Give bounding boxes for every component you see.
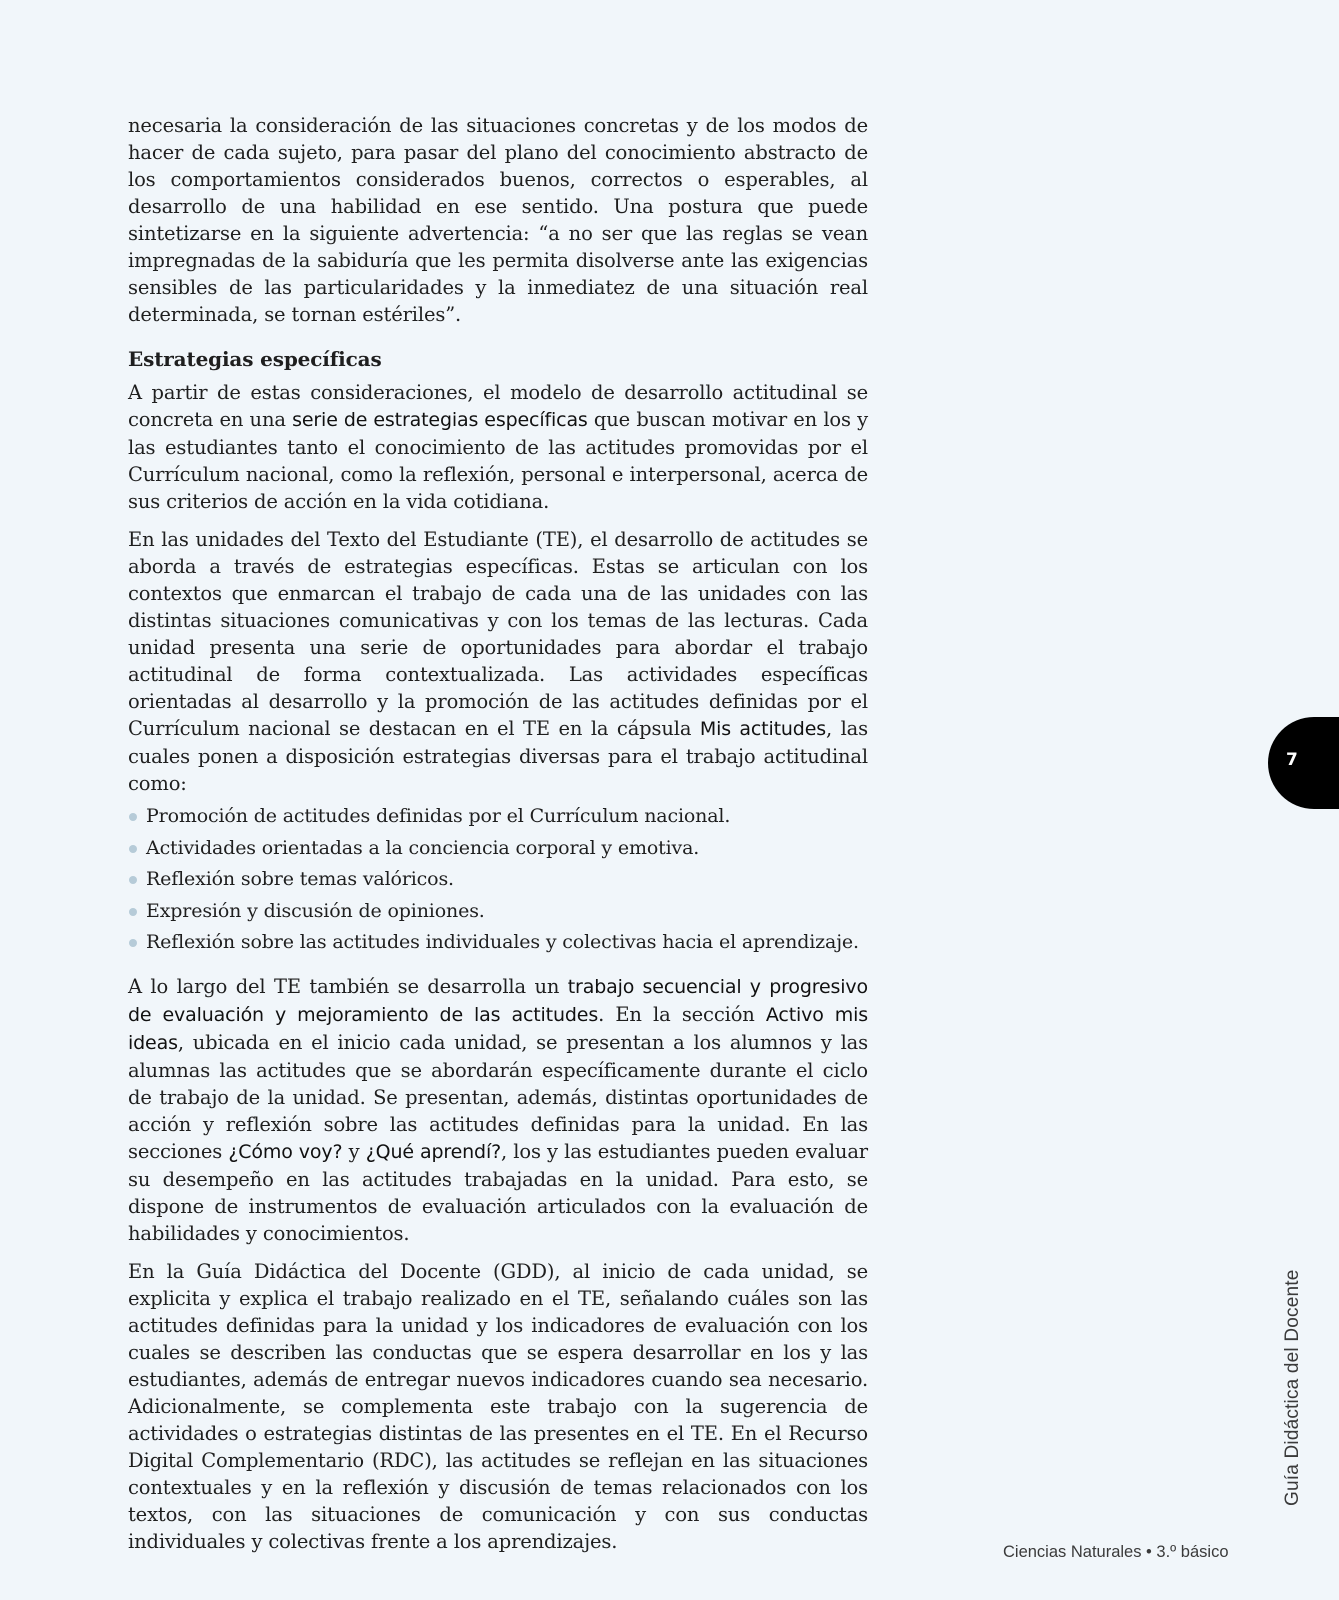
- main-text-column: [128, 112, 868, 1566]
- highlight-como-voy: ¿Cómo voy?: [228, 1140, 343, 1163]
- text-run: que buscan motivar en los y las estudiantes tanto el conocimiento de las actitudes promovidas por el Currículum nacional, como la reflexión, personal e interpersonal, acerca de sus criterios de acción en la vida cotidiana.: [128, 408, 868, 513]
- highlight-strategies: serie de estrategias específicas: [292, 409, 588, 431]
- page-number-tab: [1268, 717, 1339, 809]
- list-item: Expresión y discusión de opiniones.: [128, 896, 868, 928]
- text-run: , ubicada en el inicio cada unidad, se presentan a los alumnos y las alumnas las actitudes que se abordarán específicamente durante el ciclo de trabajo de la unidad. Se presentan, además, distintas oportunidades de acción y reflexión sobre las actitudes definidas para la unidad. En las secciones: [128, 1030, 868, 1163]
- paragraph-units: [128, 526, 868, 797]
- footer-subject: Ciencias Naturales • 3.º básico: [1003, 1543, 1229, 1561]
- side-title-vertical: Guía Didáctica del Docente: [1282, 1269, 1303, 1506]
- section-heading: Estrategias específicas: [128, 347, 382, 371]
- text-run: y: [342, 1139, 366, 1163]
- bullet-icon: [129, 908, 137, 916]
- bullet-icon: [129, 876, 137, 884]
- text-run: . En la sección: [598, 1002, 766, 1026]
- bullet-icon: [129, 845, 137, 853]
- text-run: A partir de estas consideraciones, el modelo de desarrollo actitudinal se concreta en una: [128, 381, 868, 431]
- text-run: , las cuales ponen a disposición estrategias diversas para el trabajo actitudinal como:: [128, 717, 868, 795]
- paragraph-intro: necesaria la consideración de las situaciones concretas y de los modos de hacer de cada sujeto, para pasar del plano del conocimiento abstracto de los comportamientos considerados buenos, correctos o esperables, al desarrollo de una habilidad en ese sentido. Una postura que puede sintetizarse en la siguiente advertencia: “a no ser que las reglas se vean impregnadas de la sabiduría que les permita disolverse ante las exigencias sensibles de las particularidades y la inmediatez de una situación real determinada, se tornan estériles”.: [128, 114, 868, 326]
- list-item: Reflexión sobre temas valóricos.: [128, 864, 868, 896]
- list-item: Reflexión sobre las actitudes individuales y colectivas hacia el aprendizaje.: [128, 927, 868, 959]
- highlight-sequential: trabajo secuencial y progresivo de evaluación y mejoramiento de las actitudes: [128, 975, 868, 1026]
- text-run: , los y las estudiantes pueden evaluar su desempeño en las actitudes trabajadas en la unidad. Para esto, se dispone de instrumentos de evaluación articulados con la evaluación de habilidades y conocimientos.: [128, 1139, 868, 1245]
- strategies-list: [128, 801, 868, 959]
- text-run: En las unidades del Texto del Estudiante (TE), el desarrollo de actitudes se aborda a través de estrategias específicas. Estas se articulan con los contextos que enmarcan el trabajo de cada una de las unidades con las distintas situaciones comunicativas y con los temas de las lecturas. Cada unidad presenta una serie de oportunidades para abordar el trabajo actitudinal de forma contextualizada. Las actividades específicas orientadas al desarrollo y la promoción de las actitudes definidas por el Currículum nacional se destacan en el TE en la cápsula: [128, 528, 868, 740]
- page-number: 7: [1286, 750, 1298, 770]
- highlight-activo-mis-ideas: Activo mis ideas: [128, 1003, 869, 1054]
- list-item: Actividades orientadas a la conciencia corporal y emotiva.: [128, 833, 868, 865]
- text-run: A lo largo del TE también se desarrolla un: [128, 974, 568, 998]
- bullet-icon: [129, 813, 137, 821]
- bullet-icon: [129, 939, 137, 947]
- paragraph-sequential: [128, 973, 868, 1247]
- paragraph-gdd: En la Guía Didáctica del Docente (GDD), al inicio de cada unidad, se explicita y explica el trabajo realizado en el TE, señalando cuáles son las actitudes definidas para la unidad y los indicadores de evaluación con los cuales se describen las conductas que se espera desarrollar en los y las estudiantes, además de entregar nuevos indicadores cuando sea necesario. Adicionalmente, se complementa este trabajo con la sugerencia de actividades o estrategias distintas de las presentes en el TE. En el Recurso Digital Complementario (RDC), las actitudes se reflejan en las situaciones contextuales y en la reflexión y discusión de temas relacionados con los textos, con las situaciones de comunicación y con sus conductas individuales y colectivas frente a los aprendizajes.: [128, 1259, 868, 1553]
- list-item: Promoción de actitudes definidas por el Currículum nacional.: [128, 801, 868, 833]
- paragraph-strategies: [128, 379, 868, 515]
- highlight-que-aprendi: ¿Qué aprendí?: [365, 1140, 502, 1163]
- highlight-mis-actitudes: Mis actitudes: [699, 718, 826, 740]
